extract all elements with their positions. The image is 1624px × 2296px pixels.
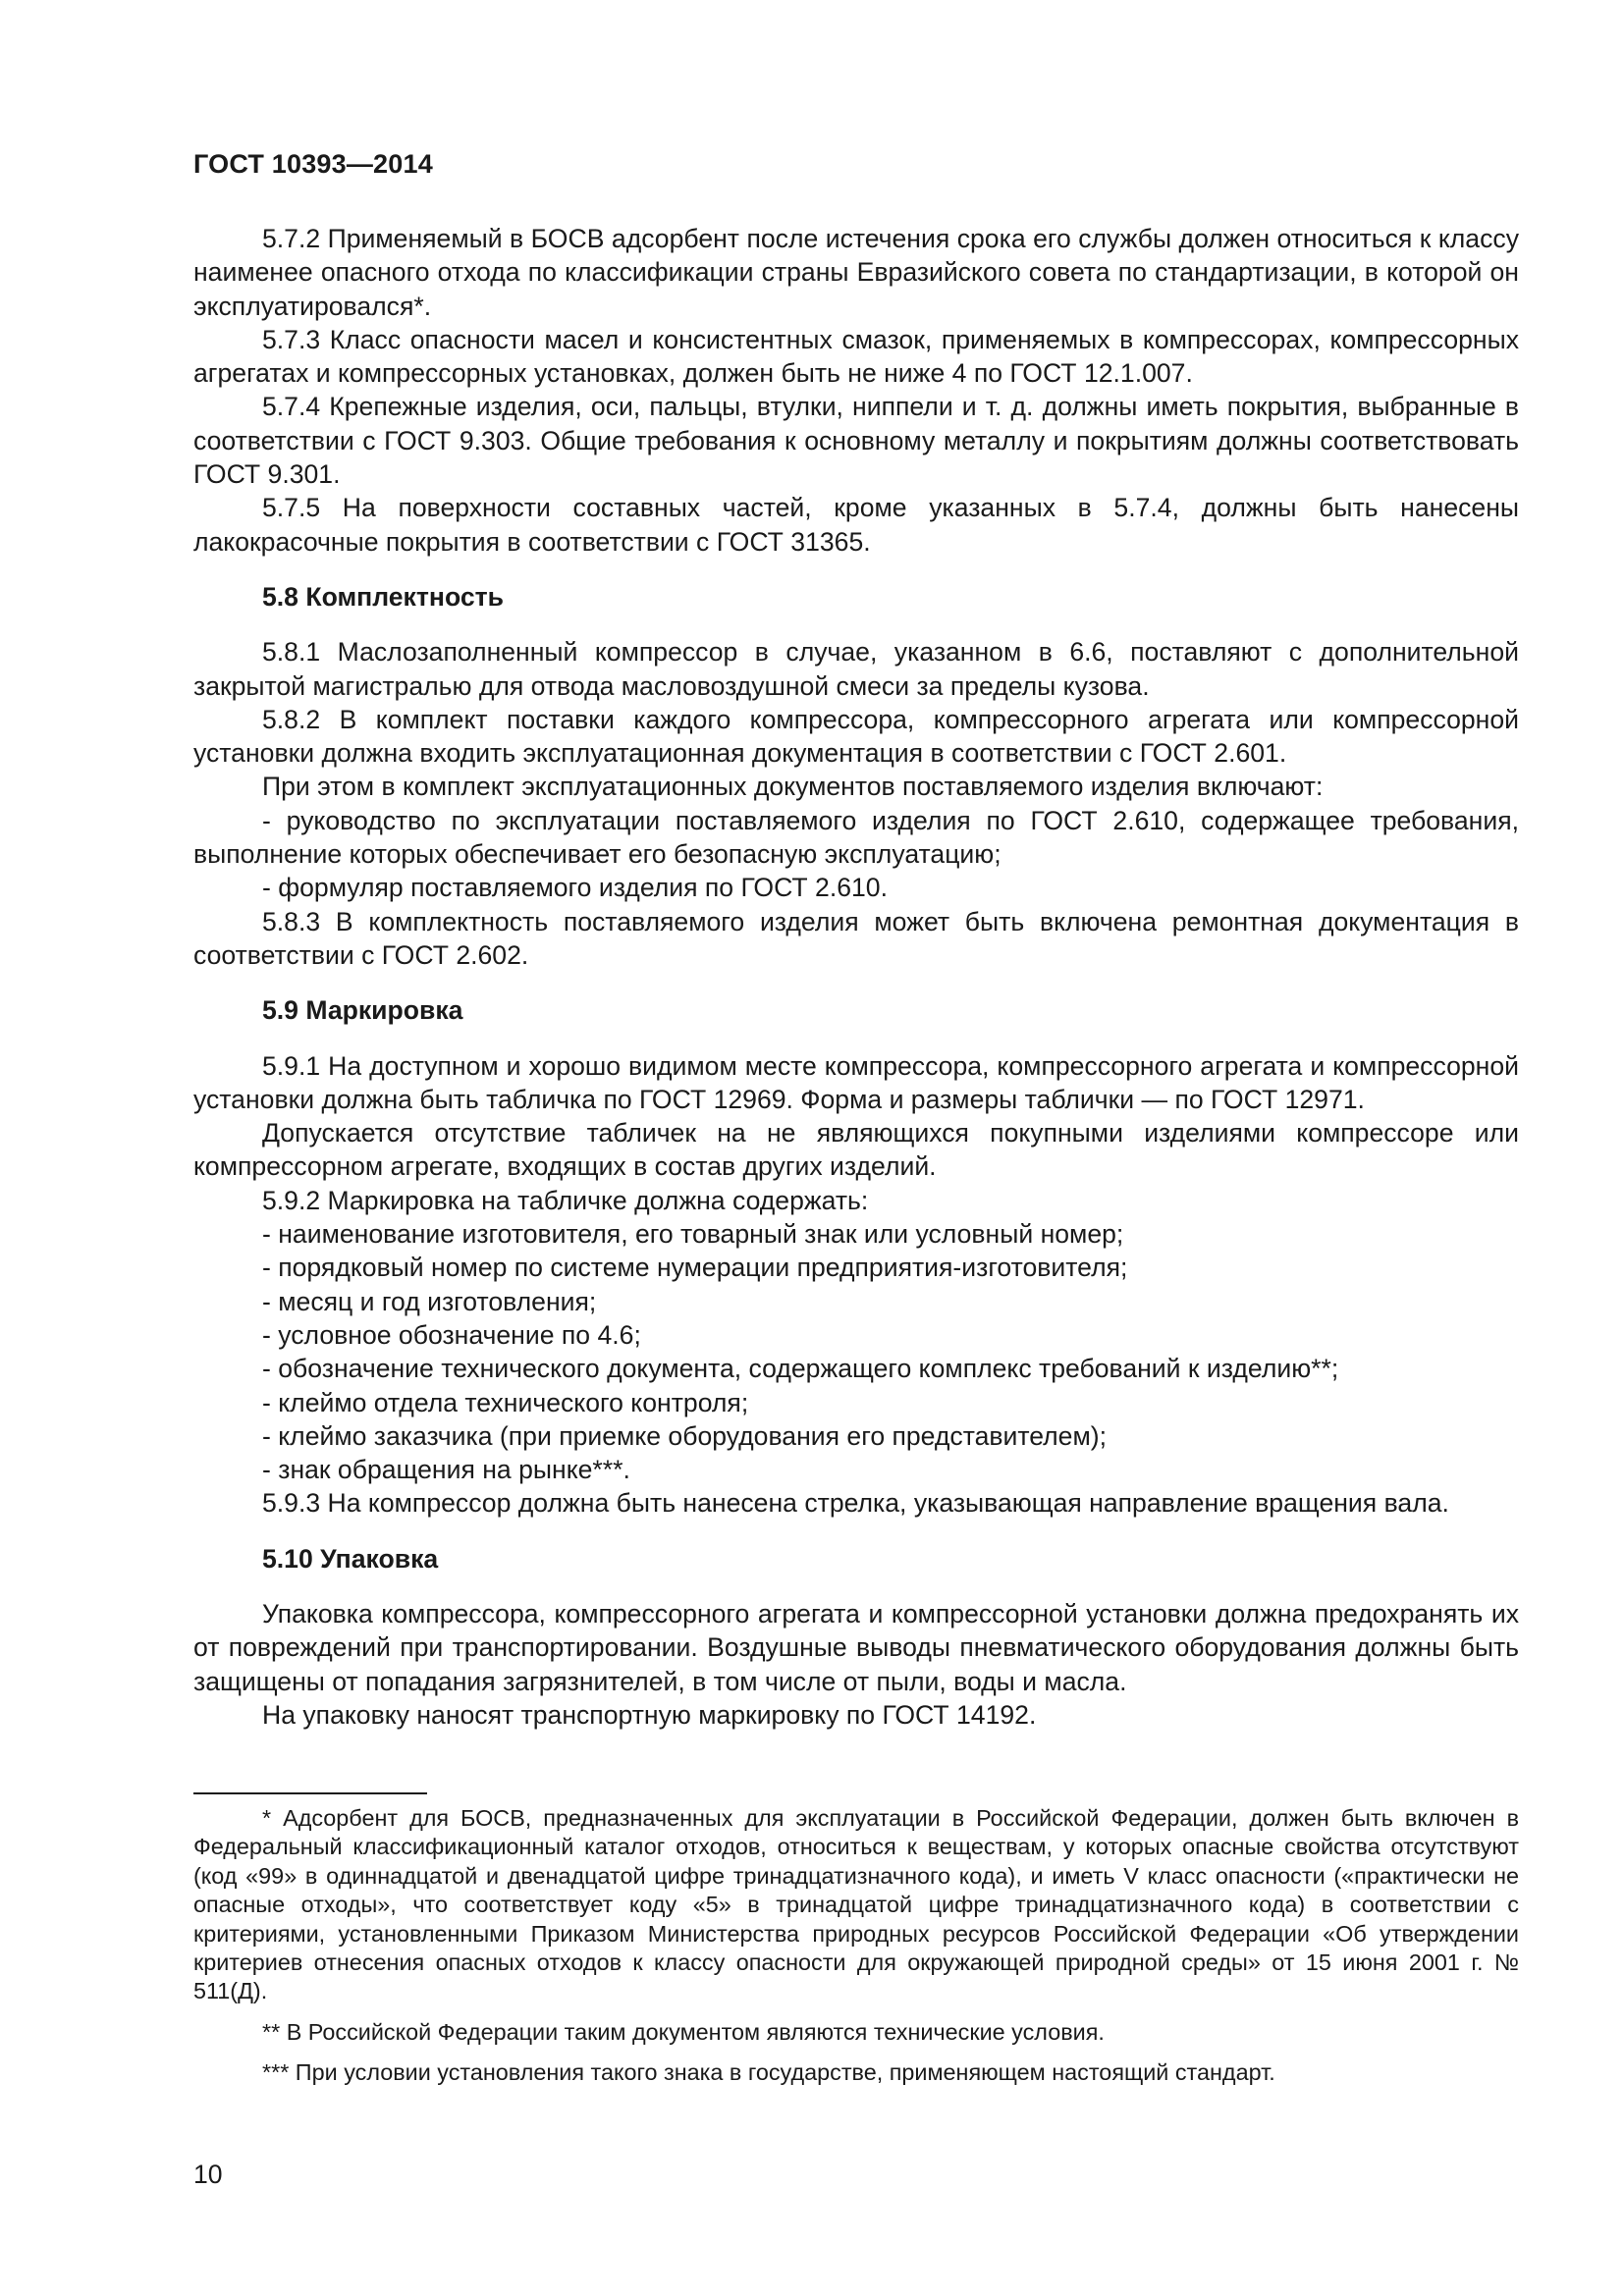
list-item: - клеймо заказчика (при приемке оборудования его представителем);	[262, 1420, 1107, 1451]
footnote-1: * Адсорбент для БОСВ, предназначенных для эксплуатации в Российской Федерации, должен быть включен в Федеральный классификационный каталог отходов, относиться к веществам, у которых опасные свойства отсутствуют (код «99» в одиннадцатой и двенадцатой цифре тринадцатизначного кода), и иметь V класс опасности («практически не опасные отходы», что соответствует коду «5» в тринадцатой цифре тринадцатизначного кода) в соответствии с критериями, установленными Приказом Министерства природных ресурсов Российской Федерации «Об утверждении критериев отнесения опасных отходов к классу опасности для окружающей природной среды» от 15 июня 2001 г. № 511(Д).	[193, 1805, 1519, 2004]
list-item: - наименование изготовителя, его товарный знак или условный номер;	[262, 1219, 1124, 1250]
paragraph-5-9-3: 5.9.3 На компрессор должна быть нанесена стрелка, указывающая направление вращения вала.	[262, 1488, 1449, 1519]
list-item: - обозначение технического документа, содержащего комплекс требований к изделию**;	[262, 1354, 1339, 1384]
list-item: - формуляр поставляемого изделия по ГОСТ 2.610.	[262, 873, 888, 903]
paragraph-5-10-marking: На упаковку наносят транспортную маркировку по ГОСТ 14192.	[262, 1699, 1037, 1730]
list-item: - месяц и год изготовления;	[262, 1286, 597, 1316]
document-body	[193, 222, 1519, 1732]
footnote-divider	[193, 1792, 427, 1794]
section-heading-5-10: 5.10 Упаковка	[262, 1543, 439, 1574]
paragraph-5-7-5: 5.7.5 На поверхности составных частей, кроме указанных в 5.7.4, должны быть нанесены лакокрасочные покрытия в соответствии с ГОСТ 31365.	[193, 493, 1519, 557]
footnote-3: *** При условии установления такого знака в государстве, применяющем настоящий стандарт.	[262, 2059, 1275, 2086]
paragraph-5-7-2: 5.7.2 Применяемый в БОСВ адсорбент после истечения срока его службы должен относиться к классу наименее опасного отхода по классификации страны Евразийского совета по стандартизации, в которой он эксплуатировался*.	[193, 224, 1519, 321]
list-item: - клеймо отдела технического контроля;	[262, 1387, 749, 1417]
section-heading-5-8: 5.8 Комплектность	[262, 581, 505, 612]
list-item: - условное обозначение по 4.6;	[262, 1319, 641, 1350]
list-item: - порядковый номер по системе нумерации предприятия-изготовителя;	[262, 1253, 1128, 1283]
list-item: - руководство по эксплуатации поставляемого изделия по ГОСТ 2.610, содержащее требования, выполнение которых обеспечивает его безопасную эксплуатацию;	[193, 805, 1519, 870]
footnote-2: ** В Российской Федерации таким документом являются технические условия.	[262, 2018, 1105, 2045]
paragraph-5-9-1-note: Допускается отсутствие табличек на не являющихся покупными изделиями компрессоре или компрессорном агрегате, входящих в состав других изделий.	[193, 1118, 1519, 1182]
paragraph-5-7-3: 5.7.3 Класс опасности масел и консистентных смазок, применяемых в компрессорах, компрессорных агрегатах и компрессорных установках, должен быть не ниже 4 по ГОСТ 12.1.007.	[193, 324, 1519, 389]
paragraph-5-9-2: 5.9.2 Маркировка на табличке должна содержать:	[262, 1185, 869, 1215]
paragraph-5-9-1: 5.9.1 На доступном и хорошо видимом месте компрессора, компрессорного агрегата и компрессорной установки должна быть табличка по ГОСТ 12969. Форма и размеры таблички — по ГОСТ 12971.	[193, 1050, 1519, 1114]
paragraph-5-8-2: 5.8.2 В комплект поставки каждого компрессора, компрессорного агрегата или компрессорной установки должна входить эксплуатационная документация в соответствии с ГОСТ 2.601.	[193, 704, 1519, 769]
document-header: ГОСТ 10393—2014	[193, 149, 433, 179]
list-item: - знак обращения на рынке***.	[262, 1455, 630, 1485]
footnotes	[193, 1804, 1519, 2088]
page-number: 10	[193, 2160, 223, 2189]
paragraph-5-8-3: 5.8.3 В комплектность поставляемого изделия может быть включена ремонтная документация в соответствии с ГОСТ 2.602.	[193, 906, 1519, 970]
paragraph-5-7-4: 5.7.4 Крепежные изделия, оси, пальцы, втулки, ниппели и т. д. должны иметь покрытия, выбранные в соответствии с ГОСТ 9.303. Общие требования к основному металлу и покрытиям должны соответствовать ГОСТ 9.301.	[193, 392, 1519, 490]
paragraph-5-8-2-intro: При этом в комплект эксплуатационных документов поставляемого изделия включают:	[262, 772, 1324, 802]
paragraph-5-10-packaging: Упаковка компрессора, компрессорного агрегата и компрессорной установки должна предохранять их от повреждений при транспортировании. Воздушные выводы пневматического оборудования должны быть защищены от попадания загрязнителей, в том числе от пыли, воды и масла.	[193, 1598, 1519, 1696]
section-heading-5-9: 5.9 Маркировка	[262, 995, 463, 1026]
paragraph-5-8-1: 5.8.1 Маслозаполненный компрессор в случае, указанном в 6.6, поставляют с дополнительной закрытой магистралью для отвода масловоздушной смеси за пределы кузова.	[193, 637, 1519, 701]
